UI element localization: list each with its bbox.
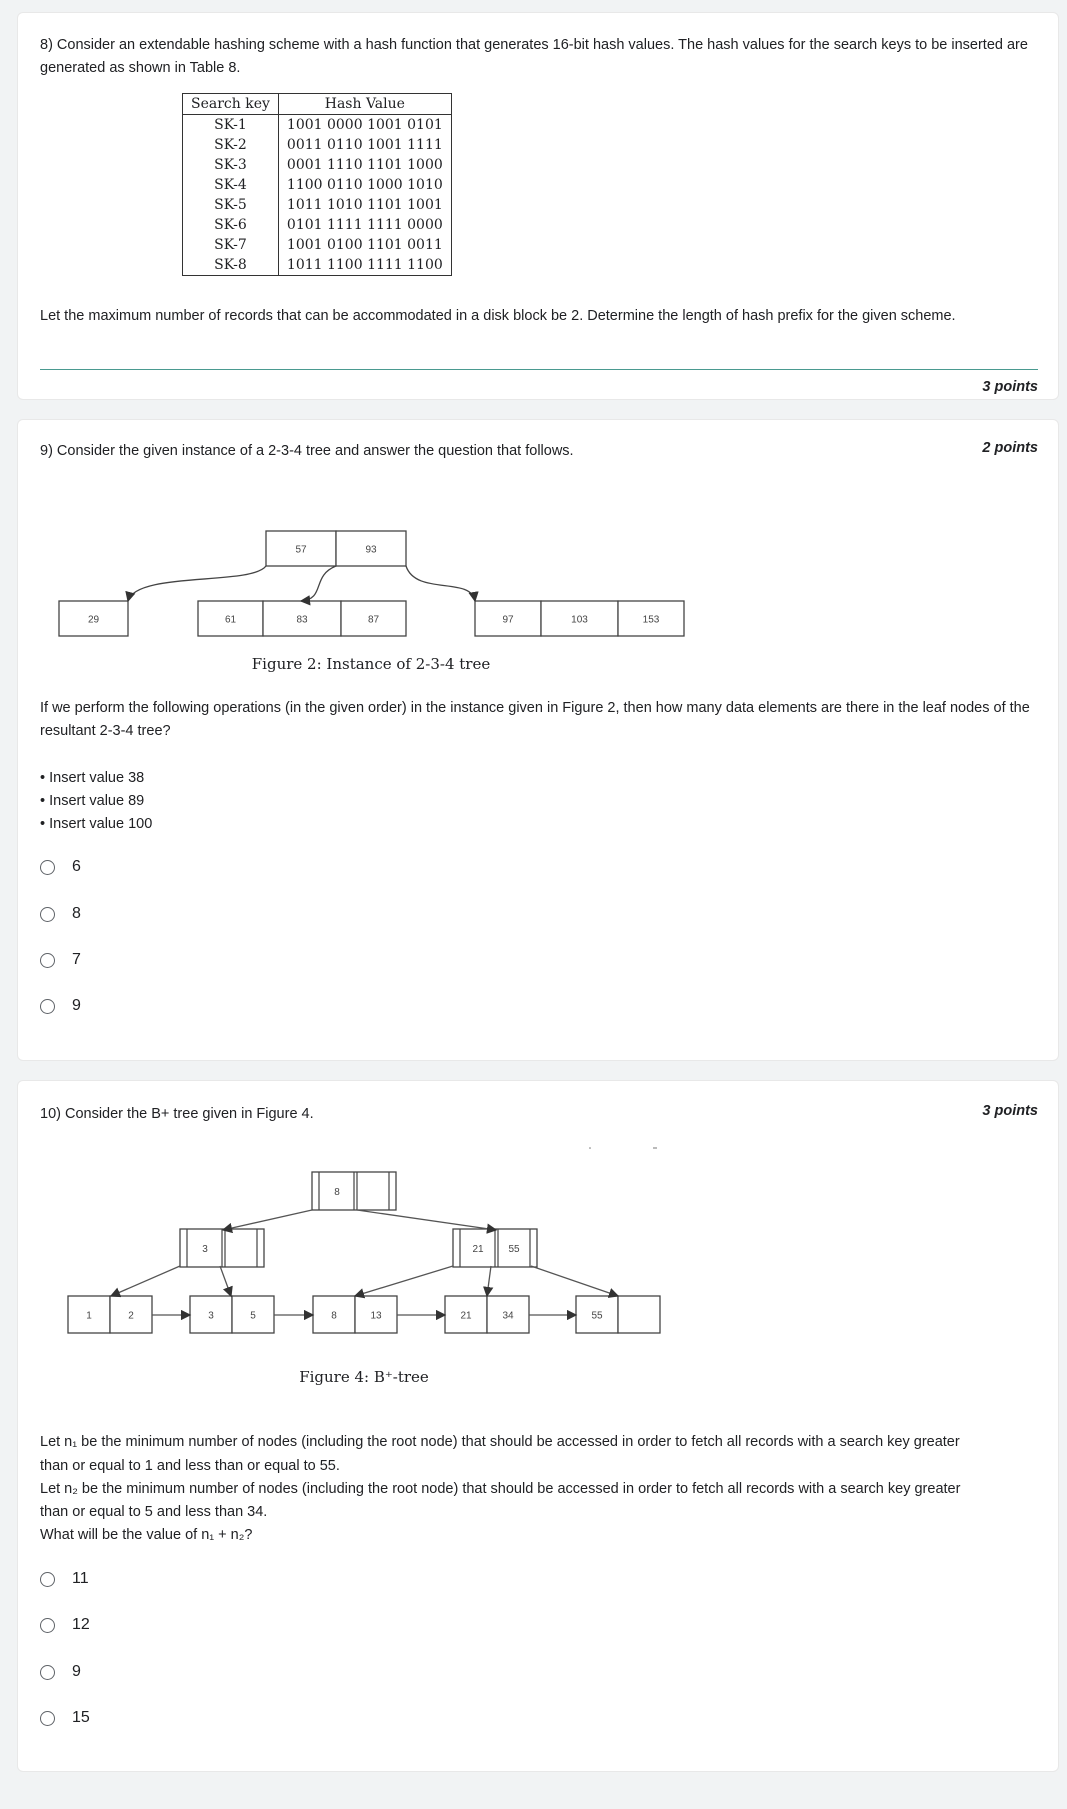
node-key: 8	[334, 1187, 340, 1198]
node-key: 21	[472, 1244, 484, 1255]
stray-mark	[589, 1147, 591, 1149]
table-row	[183, 235, 452, 255]
question-9-card	[17, 419, 1059, 1061]
tree-edge-arrow	[487, 1266, 491, 1296]
leaf-node-key: 2	[128, 1310, 134, 1322]
option-radio[interactable]	[40, 858, 81, 876]
leaf-node-key: 8	[331, 1310, 337, 1322]
table-row	[183, 215, 452, 235]
tree-edge-arrow	[301, 566, 336, 601]
radio-circle-icon	[40, 1618, 55, 1633]
table-row	[183, 115, 452, 136]
bullet-3: • Insert value 100	[40, 816, 153, 832]
option-label: 9	[72, 1663, 81, 1680]
hash-value-cell: 0011 0110 1001 1111	[286, 137, 443, 153]
table-row	[183, 155, 452, 175]
radio-circle-icon	[40, 1665, 55, 1680]
leaf-node-key: 55	[591, 1310, 603, 1322]
tree-edge-arrow	[355, 1266, 453, 1296]
leaf-node-key: 83	[296, 614, 308, 626]
root-node-key: 93	[365, 544, 377, 556]
search-key-cell: SK-4	[183, 175, 279, 195]
points-label: 3 points	[982, 1103, 1038, 1119]
question-8-card	[17, 12, 1059, 400]
figure-4-bplus-tree	[18, 1141, 1060, 1411]
tree-edge-arrow	[357, 1210, 496, 1230]
tree-edge-arrow	[406, 566, 475, 601]
table-row	[183, 135, 452, 155]
option-label: 8	[72, 905, 81, 922]
leaf-node-key: 29	[87, 614, 100, 626]
tree-edge-arrow	[128, 566, 266, 601]
search-key-cell: SK-8	[183, 255, 279, 276]
hash-value-cell: 1001 0000 1001 0101	[286, 117, 443, 133]
leaf-node-key: 3	[208, 1310, 214, 1322]
question-9-prompt: If we perform the following operations (in the given order) in the instance given in Figure 2, then how many data elements are there in the leaf nodes of the resultant 2-3-4 tree?	[40, 700, 1030, 739]
option-label: 9	[72, 997, 81, 1014]
option-label: 6	[72, 858, 81, 875]
leaf-node-key: 61	[224, 614, 237, 626]
points-label: 2 points	[982, 440, 1038, 456]
table-row	[183, 175, 452, 195]
option-radio[interactable]	[40, 905, 81, 923]
leaf-node-key: 153	[642, 614, 660, 626]
search-key-cell: SK-1	[183, 115, 279, 136]
search-key-cell: SK-3	[183, 155, 279, 175]
hash-value-cell: 1001 0100 1101 0011	[286, 237, 443, 253]
radio-circle-icon	[40, 953, 55, 968]
question-10-text: 10) Consider the B+ tree given in Figure 4.	[40, 1106, 314, 1122]
leaf-node-key: 97	[502, 614, 514, 626]
tree-edge-arrow	[223, 1210, 312, 1230]
option-radio[interactable]	[40, 1709, 90, 1727]
leaf-node-key: 87	[367, 614, 380, 626]
tree-edge-arrow	[111, 1266, 180, 1296]
header-search-key: Search key	[183, 94, 279, 115]
radio-circle-icon	[40, 860, 55, 875]
leaf-node-key: 34	[502, 1310, 514, 1322]
question-10-line-1: Let n₁ be the minimum number of nodes (including the root node) that should be accessed in order to fetch all records with a search key greater	[40, 1434, 960, 1450]
bullet-1: • Insert value 38	[40, 770, 145, 786]
node-key: 55	[508, 1244, 520, 1255]
radio-circle-icon	[40, 1711, 55, 1726]
figure-2-caption: Figure 2: Instance of 2-3-4 tree	[251, 655, 491, 673]
option-label: 7	[72, 951, 81, 968]
answer-input-underline[interactable]	[40, 369, 1038, 370]
hash-value-cell: 0101 1111 1111 0000	[286, 217, 443, 233]
header-hash-value: Hash Value	[278, 94, 451, 115]
figure-4-caption: Figure 4: B⁺-tree	[299, 1368, 429, 1386]
radio-circle-icon	[40, 999, 55, 1014]
search-key-cell: SK-6	[183, 215, 279, 235]
option-radio[interactable]	[40, 1663, 81, 1681]
search-key-cell: SK-7	[183, 235, 279, 255]
question-10-line-2: than or equal to 1 and less than or equal to 55.	[40, 1458, 340, 1474]
hash-value-cell: 0001 1110 1101 1000	[286, 157, 443, 173]
node-key: 3	[202, 1244, 208, 1255]
question-10-line-4: than or equal to 5 and less than 34.	[40, 1504, 268, 1520]
question-10-line-5: What will be the value of n₁ + n₂?	[40, 1527, 253, 1543]
radio-circle-icon	[40, 1572, 55, 1587]
hash-value-cell: 1011 1010 1101 1001	[286, 197, 443, 213]
leaf-node-key: 5	[250, 1310, 256, 1322]
question-9-text: 9) Consider the given instance of a 2-3-4 tree and answer the question that follows.	[40, 443, 574, 459]
leaf-node-key: 13	[370, 1310, 382, 1322]
option-radio[interactable]	[40, 1616, 90, 1634]
option-label: 15	[72, 1709, 90, 1726]
table-row	[183, 195, 452, 215]
option-radio[interactable]	[40, 997, 81, 1015]
tree-edge-arrow	[220, 1266, 231, 1296]
points-label: 3 points	[982, 379, 1038, 395]
leaf-node-key: 103	[571, 614, 588, 626]
option-radio[interactable]	[40, 951, 81, 969]
hash-value-cell: 1011 1100 1111 1100	[286, 257, 443, 273]
question-8-text: 8) Consider an extendable hashing scheme with a hash function that generates 16-bit hash values. The hash values for the search keys to be inserted are generated as shown in Table 8.	[40, 37, 1028, 76]
question-8-prompt: Let the maximum number of records that can be accommodated in a disk block be 2. Determine the length of hash prefix for the given scheme.	[40, 308, 956, 324]
hash-value-cell: 1100 0110 1000 1010	[286, 177, 443, 193]
option-label: 12	[72, 1616, 90, 1633]
question-10-line-3: Let n₂ be the minimum number of nodes (including the root node) that should be accessed in order to fetch all records with a search key greater	[40, 1481, 961, 1497]
search-key-cell: SK-5	[183, 195, 279, 215]
radio-circle-icon	[40, 907, 55, 922]
question-10-card	[17, 1080, 1059, 1772]
search-key-cell: SK-2	[183, 135, 279, 155]
root-node-key: 57	[295, 544, 307, 556]
bullet-2: • Insert value 89	[40, 793, 145, 809]
option-radio[interactable]	[40, 1570, 89, 1588]
option-label: 11	[72, 1570, 89, 1587]
table-row	[183, 255, 452, 276]
tree-edge-arrow	[531, 1266, 618, 1296]
leaf-node-cell	[618, 1296, 660, 1333]
leaf-node-key: 1	[86, 1310, 92, 1322]
hash-table	[182, 93, 452, 276]
leaf-node-key: 21	[460, 1310, 472, 1322]
